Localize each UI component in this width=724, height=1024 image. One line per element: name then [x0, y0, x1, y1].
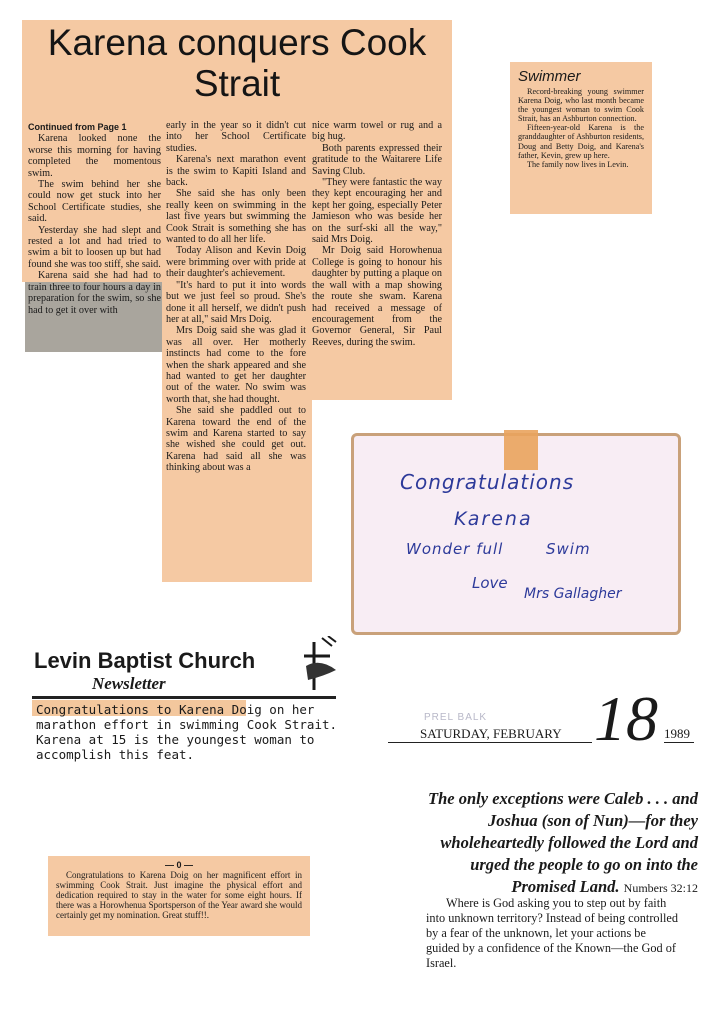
article-paragraph: Karena said she had had to train three to four hours a day in preparation for the swim, so she had to get it over with [28, 270, 161, 316]
year-rule [664, 742, 694, 743]
newsletter-title: Newsletter [92, 674, 166, 693]
divider-rule [32, 696, 336, 699]
article-paragraph: early in the year so it didn't cut into her School Certificate studies. [166, 120, 306, 154]
swimmer-paragraph: Fifteen-year-old Karena is the granddaughter of Ashburton residents, Doug and Betty Doig, and Karena's father, Kevin, grew up here. [518, 123, 644, 160]
article-paragraph: She said she paddled out to Karena toward the end of the swim and Karena started to say she wished she could get out. Karena had said all she was thinking about was a [166, 405, 306, 474]
card-line: Congratulations [400, 470, 575, 494]
article-paragraph: Mr Doig said Horowhenua College is going to honour his daughter by putting a plaque on the wall with a map showing the route she swam. Karena had received a message of encouragement from the Governor General, Sir Paul Reeves, during the swim. [312, 245, 442, 348]
small-congratulations-clipping [48, 856, 310, 936]
separator: — 0 — [164, 860, 193, 870]
swimmer-paragraph: Record-breaking young swimmer Karena Doig, who last month became the youngest woman to swim Cook Strait, has an Ashburton connection. [518, 87, 644, 124]
article-paragraph: She said she has only been really keen on swimming in the last five years but swimming the Cook Strait is something she has wanted to do all her life. [166, 188, 306, 246]
article-paragraph: nice warm towel or rug and a big hug. [312, 120, 442, 143]
swimmer-heading: Swimmer [518, 68, 581, 85]
verse-reference: Numbers 32:12 [623, 881, 698, 895]
article-paragraph: The swim behind her she could now get stuck into her School Certificate studies, she said. [28, 179, 161, 225]
article-column-2 [166, 120, 306, 474]
swimmer-paragraph: The family now lives in Levin. [527, 159, 629, 169]
church-name: Levin Baptist Church [34, 648, 256, 673]
article-paragraph: Karena's next marathon event is the swim to Kapiti Island and back. [166, 154, 306, 189]
card-line: Swim [546, 540, 591, 558]
date-label: SATURDAY, FEBRUARY [420, 726, 562, 741]
article-headline: Karena conquers Cook Strait [47, 22, 427, 104]
bible-verse [408, 788, 698, 899]
article-column-1 [28, 122, 161, 316]
devotion-body: Where is God asking you to step out by faith into unknown territory? Instead of being controlled by a fear of the unknown, let your actions be guided by a confidence of the Known—the God of Israel. [426, 896, 679, 970]
article-column-3 [312, 120, 442, 348]
article-paragraph: "It's hard to put it into words but we just feel so proud. She's done it all herself, we didn't push her at all," said Mrs Doig. [166, 279, 306, 325]
article-paragraph: "They were fantastic the way they kept encouraging her and kept her going, especially Peter Jamieson who was beside her on the surf-ski all the way," said Mrs Doig. [312, 177, 442, 246]
church-newsletter-clipping [32, 636, 342, 776]
article-paragraph: Karena looked none the worse this morning for having completed the momentous swim. [28, 133, 161, 179]
calendar-page [388, 683, 698, 990]
newsletter-body: Congratulations to Karena Doig on her marathon effort in swimming Cook Strait. Karena at 15 is the youngest woman to accomplish this feat. [36, 702, 338, 762]
day-number: 18 [594, 683, 658, 754]
continued-label: Continued from Page 1 [28, 122, 127, 132]
congratulations-card [351, 433, 681, 635]
article-paragraph: Both parents expressed their gratitude to the Waitarere Life Saving Club. [312, 142, 442, 177]
cross-icon [300, 636, 340, 694]
article-paragraph: Yesterday she had slept and rested a lot and had tried to swim a bit to loosen up but had found she was too stiff, she said. [28, 224, 161, 270]
card-signature: Mrs Gallagher [524, 586, 622, 602]
article-paragraph: Mrs Doig said she was glad it was all over. Her motherly instincts had come to the fore when the shark appeared and she had wanted to get her daughter out of the water. No swim was worth that, she had thought. [166, 325, 306, 405]
article-paragraph: Today Alison and Kevin Doig were brimming over with pride at their daughter's achievement. [166, 245, 306, 280]
year-label: 1989 [664, 726, 690, 741]
swimmer-clipping [510, 62, 652, 214]
date-rule [388, 742, 592, 743]
card-line: Love [472, 574, 508, 592]
small-clip-text: Congratulations to Karena Doig on her magnificent effort in swimming Cook Strait. Just imagine the physical effort and dedication required to stay in the water for some eight hours. If there was a Horowhenua Sportsperson of the Year award she would certainly get my nomination. Great stuff!!. [56, 870, 302, 920]
faded-stamp: PREL BALK [424, 712, 488, 723]
verse-text: The only exceptions were Caleb . . . and Joshua (son of Nun)—for they wholeheartedly followed the Lord and urged the people to go on into the Promised Land. [428, 789, 698, 896]
card-line: Karena [454, 508, 533, 530]
card-line: Wonder full [406, 540, 504, 558]
devotion-text [426, 896, 680, 971]
tape-strip [504, 430, 538, 470]
